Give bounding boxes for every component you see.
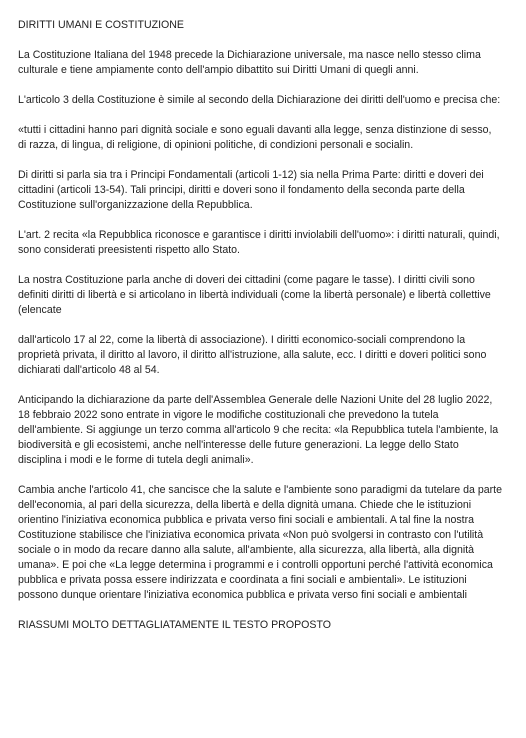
paragraph-doveri-cittadini: La nostra Costituzione parla anche di doveri dei cittadini (come pagare le tasse). I diritti civili sono definiti diritti di libertà e si articolano in libertà individuali (come la libertà personale) e libertà collettive (elencate bbox=[18, 274, 491, 316]
paragraph-principi-fondamentali: Di diritti si parla sia tra i Principi Fondamentali (articoli 1-12) sia nella Prima Parte: diritti e doveri dei cittadini (articoli 13-54). Tali principi, diritti e doveri sono il fondamento della seconda parte della Costituzione sull'organizzazione della Repubblica. bbox=[18, 169, 484, 211]
paragraph-citazione-articolo-3: «tutti i cittadini hanno pari dignità sociale e sono eguali davanti alla legge, senza distinzione di sesso, di razza, di lingua, di religione, di opinioni politiche, di condizioni personali e socialin. bbox=[18, 124, 492, 151]
paragraph-diritti-economico-sociali: dall'articolo 17 al 22, come la libertà di associazione). I diritti economico-sociali comprendono la proprietà privata, il diritto al lavoro, il diritto all'istruzione, alla salute, ecc. I diritti e doveri politici sono dichiarati dall'articolo 48 al 54. bbox=[18, 334, 487, 376]
paragraph-costituzione-1948: La Costituzione Italiana del 1948 precede la Dichiarazione universale, ma nasce nello stesso clima culturale e tiene ampiamente conto dell'ampio dibattito sui Diritti Umani di quegli anni. bbox=[18, 49, 481, 76]
paragraph-tutela-ambiente: Anticipando la dichiarazione da parte dell'Assemblea Generale delle Nazioni Unite del 28 luglio 2022, 18 febbraio 2022 sono entrate in vigore le modifiche costituzionali che prevedono la tutela dell'ambiente. Si aggiunge un terzo comma all'articolo 9 che recita: «la Repubblica tutela l'ambiente, la biodiversità e gli ecosistemi, anche nell'interesse delle future generazioni. La legge dello Stato disciplina i modi e le forme di tutela degli animali». bbox=[18, 394, 499, 466]
document-title: DIRITTI UMANI E COSTITUZIONE bbox=[18, 19, 184, 31]
paragraph-articolo-41: Cambia anche l'articolo 41, che sancisce che la salute e l'ambiente sono paradigmi da tutelare da parte dell'economia, al pari della sicurezza, della libertà e della dignità umana. Chiede che le istituzioni orientino l'iniziativa economica pubblica e privata verso fini sociali e ambientali. A tal fine la nostra Costituzione stabilisce che l'iniziativa economica privata «Non può svolgersi in contrasto con l'utilità sociale o in modo da recare danno alla salute, all'ambiente, alla sicurezza, alla libertà, alla dignità umana». E poi che «La legge determina i programmi e i controlli opportuni perché l'attività economica pubblica e privata possa essere indirizzata e coordinata a fini sociali e ambientali». Le istituzioni possono dunque orientare l'iniziativa economica pubblica e privata verso fini sociali e ambientali bbox=[18, 484, 502, 601]
closing-instruction: RIASSUMI MOLTO DETTAGLIATAMENTE IL TESTO PROPOSTO bbox=[18, 619, 331, 631]
paragraph-articolo-3: L'articolo 3 della Costituzione è simile al secondo della Dichiarazione dei diritti dell'uomo e precisa che: bbox=[18, 94, 501, 106]
paragraph-articolo-2: L'art. 2 recita «la Repubblica riconosce e garantisce i diritti inviolabili dell'uomo»: i diritti naturali, quindi, sono considerati preesistenti rispetto allo Stato. bbox=[18, 229, 500, 256]
